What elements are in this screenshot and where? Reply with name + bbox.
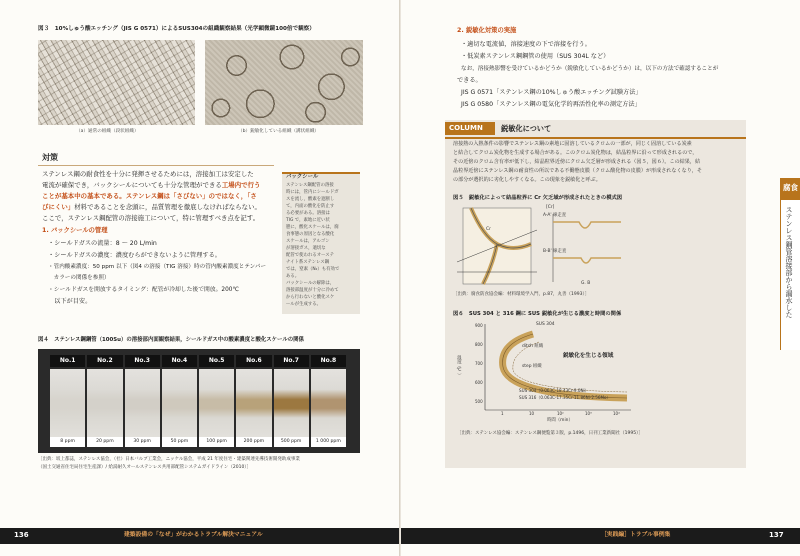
fig4-sample-photo xyxy=(87,369,122,437)
sidebar-line: 食事態の原因となる酸化 xyxy=(286,232,335,237)
fig3-caption: 図３ 10%しゅう酸エッチング（JIS G 0571）によるSUS304の組織観察結果（光学顕微鏡100倍で観察） xyxy=(38,26,315,32)
fig4-sample-7 xyxy=(274,355,309,449)
fig5-axis-gb: G. B xyxy=(581,281,591,286)
sidebar-line: ールが生成する。 xyxy=(286,302,322,307)
sidebar-line: が溶接ガス，適切な xyxy=(286,246,326,251)
side-tab-title: 腐食 xyxy=(783,183,798,192)
list-low-carbon: ・低炭素ステンレス鋼鋼管の使用（SUS 304L など） xyxy=(461,53,610,60)
bullet-oxygen: ・管内酸素濃度：50 ppm 以下（図4 の溶接（TIG 溶接）時の管内酸素濃度とテンパー xyxy=(48,264,267,270)
chapter-side-tab xyxy=(780,178,800,350)
fig4-caption: 図４ ステンレス鋼鋼管（100Su）の溶接部内面観察結果，シールドガス中の酸素濃度と酸化スケールの関係 xyxy=(38,337,304,343)
para1-line4: びにくい」材料であることを念頭に，品質管理を徹底しなければならない。 xyxy=(42,203,261,211)
sidebar-title: バックシール xyxy=(286,174,319,180)
fig4-sample-ppm: 1 000 ppm xyxy=(311,437,346,447)
fig4-sample-ppm: 8 ppm xyxy=(50,437,85,447)
fig4-sample-photo xyxy=(274,369,309,437)
para1-line5: ここで，ステンレス鋼配管の溶接施工について，特に管理すべき点を記す。 xyxy=(42,214,260,222)
fig5-label-aa: A-A' 線走査 xyxy=(543,213,567,218)
fig4-photo-panel xyxy=(38,349,360,453)
fig4-sample-8 xyxy=(311,355,346,449)
fig4-sample-1 xyxy=(50,355,85,449)
fig4-sample-label: No.2 xyxy=(87,355,122,367)
fig4-sample-ppm: 200 ppm xyxy=(236,437,271,447)
para1-line2: 電流が確保でき，バックシールについても十分な管理ができる工場内で行う xyxy=(42,181,261,189)
list-note-cont: できる。 xyxy=(457,77,482,84)
para1-line3: ことが基本中の基本である。ステンレス鋼は「さびない」のではなく，「さ xyxy=(42,192,257,200)
fig4-strip xyxy=(50,355,348,449)
list-jis-0571: JIS G 0571「ステンレス鋼の10%しゅう酸エッチング試験方法」 xyxy=(461,89,642,96)
page-number-right: 137 xyxy=(769,531,784,539)
highlight-factory: 工場内で行う xyxy=(221,181,261,189)
fig4-source-line2: （国土交通省住宅局住宅生産課）/ 給湯耐久オールステンレス共用部配管システムガイドライン（2010）］ xyxy=(38,465,252,470)
fig4-sample-label: No.3 xyxy=(125,355,160,367)
sidebar-line: から行わないと酸化スケ xyxy=(286,295,335,300)
fig6-ditch: ditch 組織 xyxy=(522,344,544,349)
fig5-caption: 図５ 鋭敏化によって結晶粒界に Cr 欠乏域が形成されたときの模式図 xyxy=(453,195,623,201)
subhead-backseal: 1. バックシールの管理 xyxy=(42,227,108,234)
fig4-sample-label: No.8 xyxy=(311,355,346,367)
sidebar-line: 溶接部温度が十分に冷めて xyxy=(286,288,339,293)
fig6-xtick: 10³ xyxy=(585,411,592,416)
column-tag: COLUMN xyxy=(449,124,483,132)
sidebar-line: バックシールの解除は， xyxy=(286,281,335,286)
fig5-c-label: [Cr] xyxy=(546,205,555,210)
fig4-sample-label: No.4 xyxy=(162,355,197,367)
sidebar-line: TIG で，素地に近い状 xyxy=(286,218,330,223)
column-title: 鋭敏化について xyxy=(501,124,552,133)
column-text-line: の部分が選択的に劣化しやすくなる。この現象を鋭敏化と呼ぶ。 xyxy=(453,177,601,183)
fig6-region-label: 鋭敏化を生じる領域 xyxy=(563,353,614,359)
sidebar-line: スケールは，アルゴン xyxy=(286,239,330,244)
left-page xyxy=(0,0,399,556)
fig6-xtick: 10 xyxy=(529,411,535,416)
sidebar-line: ある。 xyxy=(286,274,300,279)
bullet-timing: ・シールドガスを開放するタイミング：配管が冷却した後で開放。200℃ xyxy=(48,287,239,293)
fig4-sample-photo xyxy=(162,369,197,437)
fig6-xtick: 1 xyxy=(501,411,504,416)
column-text-line: と結合してクロム炭化物を生成する場合がある。このクロム炭化物は，結晶粒界に沿って形成されるので， xyxy=(453,150,698,156)
list-current: ・適切な電流値，溶接速度の下で溶接を行う。 xyxy=(461,41,591,48)
fig4-sample-photo xyxy=(311,369,346,437)
footer-title-right: ［実践編］トラブル事例集 xyxy=(601,532,671,538)
bullet-oxygen-cont: カラーの関係を参照） xyxy=(48,275,110,281)
scan-plots xyxy=(553,214,621,282)
list-note: なお，溶接熱影響を受けているかどうか（鋭敏化しているかどうか）は，以下の方法で確認することが xyxy=(461,66,719,72)
bullet-timing-cont: 以下が目安。 xyxy=(48,298,92,305)
sidebar-line: では，窒素（N₂）も有効で xyxy=(286,267,340,272)
right-page xyxy=(401,0,800,556)
micrograph-sensitized xyxy=(205,40,363,125)
sidebar-line: 配管で使われるオーステ xyxy=(286,253,334,258)
fig6-xtick: 10⁴ xyxy=(613,411,620,416)
fig6-ytick: 500 xyxy=(475,399,483,404)
column-text-line: 晶粒界近傍にステンレス鋼の耐食性の所以である不働態皮膜（クロム酸化物の皮膜）が形成されなくなり，そ xyxy=(453,168,702,174)
sidebar-line: 態に，酸化スケールは，腐 xyxy=(286,225,339,230)
para1-line1: ステンレス鋼の耐食性を十分に発揮させるためには，溶接加工は安定した xyxy=(42,170,254,178)
fig6-ylabel: 温度（℃） xyxy=(456,355,462,378)
fig4-sample-ppm: 20 ppm xyxy=(87,437,122,447)
list-jis-0580: JIS G 0580「ステンレス鋼の電気化学的再活性化率の測定方法」 xyxy=(461,101,641,108)
side-tab-subtitle: ステンレス鋼管溶接部から漏水した xyxy=(785,206,793,318)
grain-schematic xyxy=(457,208,537,284)
fig6-caption: 図６ SUS 304 と 316 鋼に SUS 鋭敏化が生じる濃度と時間の関係 xyxy=(453,311,622,317)
footer-title-left: 建築設備の「なぜ」がわかるトラブル解決マニュアル xyxy=(124,532,263,538)
sidebar-line: て，内面の酸化を防止す xyxy=(286,204,335,209)
fig4-sample-photo xyxy=(236,369,271,437)
fig6-source: ［出典：ステンレス協会編：ステンレス鋼便覧第３版，p.1496，日刊工業新聞社（1995）］ xyxy=(457,431,643,436)
subhead-sensitization: 2. 鋭敏化対策の実施 xyxy=(457,27,517,34)
fig4-sample-3 xyxy=(125,355,160,449)
fig4-sample-5 xyxy=(199,355,234,449)
fig6-step: step 組織 xyxy=(522,364,542,369)
fig4-sample-label: No.7 xyxy=(274,355,309,367)
fig4-sample-4 xyxy=(162,355,197,449)
fig4-sample-photo xyxy=(50,369,85,437)
section-title: 対策 xyxy=(42,153,58,162)
fig6-ytick: 800 xyxy=(475,342,483,347)
fig4-sample-ppm: 50 ppm xyxy=(162,437,197,447)
fig4-sample-ppm: 100 ppm xyxy=(199,437,234,447)
fig4-sample-ppm: 500 ppm xyxy=(274,437,309,447)
fig5-cr-label: Cr xyxy=(486,227,491,232)
fig5-diagram xyxy=(453,206,623,288)
sidebar-line: る必要がある。溶接は xyxy=(286,211,330,216)
fig6-legend2: SUS 316（0.063C-17.35Cr-11.86Ni-2.56Mo） xyxy=(519,395,611,400)
fig4-sample-6 xyxy=(236,355,271,449)
column-text-line: その近傍のクロム含有率が低下し，結晶粒界近傍にクロム欠乏層が形成される（図５，図６）。この結果，結 xyxy=(453,159,701,165)
page-number-left: 136 xyxy=(14,531,29,539)
micrograph-normal xyxy=(38,40,195,125)
sidebar-line: スを流し，酸素を遮断し xyxy=(286,197,335,202)
sidebar-line: ナイト系ステンレス鋼 xyxy=(286,260,330,265)
fig5-source: ［出典：腐食防食協会編：材料環境学入門，p.87，丸善（1993）］ xyxy=(453,292,590,297)
fig4-sample-photo xyxy=(199,369,234,437)
column-text-line: 溶接熱の入熱条件の影響でステンレス鋼の素地に固溶しているクロムの一部が，同じく固溶している炭素 xyxy=(453,141,692,147)
fig3-sub-b: （b）鋭敏化している組織（溝状組織） xyxy=(238,129,320,134)
sidebar-line: ステンレス鋼配管の溶接 xyxy=(286,183,334,188)
fig4-sample-ppm: 30 ppm xyxy=(125,437,160,447)
bullet-flow: ・シールドガスの流量：8 〜 20 L/min xyxy=(48,240,157,247)
bullet-concentration: ・シールドガスの濃度：濃度むらができないように管理する。 xyxy=(48,252,221,259)
fig4-sample-photo xyxy=(125,369,160,437)
fig4-source-line1: ［出典：坂上都誌，ステンレス協会，（社）日本バルブ工業会，ニッケル協会，平成 21 年度住宅・建築関連先導技術開発助成事業 xyxy=(38,457,300,462)
fig3-sub-a: （a）通常の組織（段状組織） xyxy=(76,129,139,134)
section-divider xyxy=(38,152,274,166)
fig6-ytick: 700 xyxy=(475,361,483,366)
fig4-sample-2 xyxy=(87,355,122,449)
fig4-sample-label: No.6 xyxy=(236,355,271,367)
fig6-xlabel: 時間（min） xyxy=(547,418,573,423)
fig6-ytick: 600 xyxy=(475,380,483,385)
fig4-sample-label: No.5 xyxy=(199,355,234,367)
fig6-ytick: 900 xyxy=(475,323,483,328)
fig4-sample-label: No.1 xyxy=(50,355,85,367)
sidebar-line: 時には，管内にシールドガ xyxy=(286,190,339,195)
fig6-xtick: 10² xyxy=(557,411,564,416)
fig6-chart xyxy=(473,322,633,420)
fig6-top-label: SUS 304 xyxy=(536,322,555,327)
fig6-legend1: SUS 304（0.063C-18.43Cr-9.0Ni） xyxy=(519,388,589,393)
fig5-label-bb: B-B' 線走査 xyxy=(543,249,567,254)
